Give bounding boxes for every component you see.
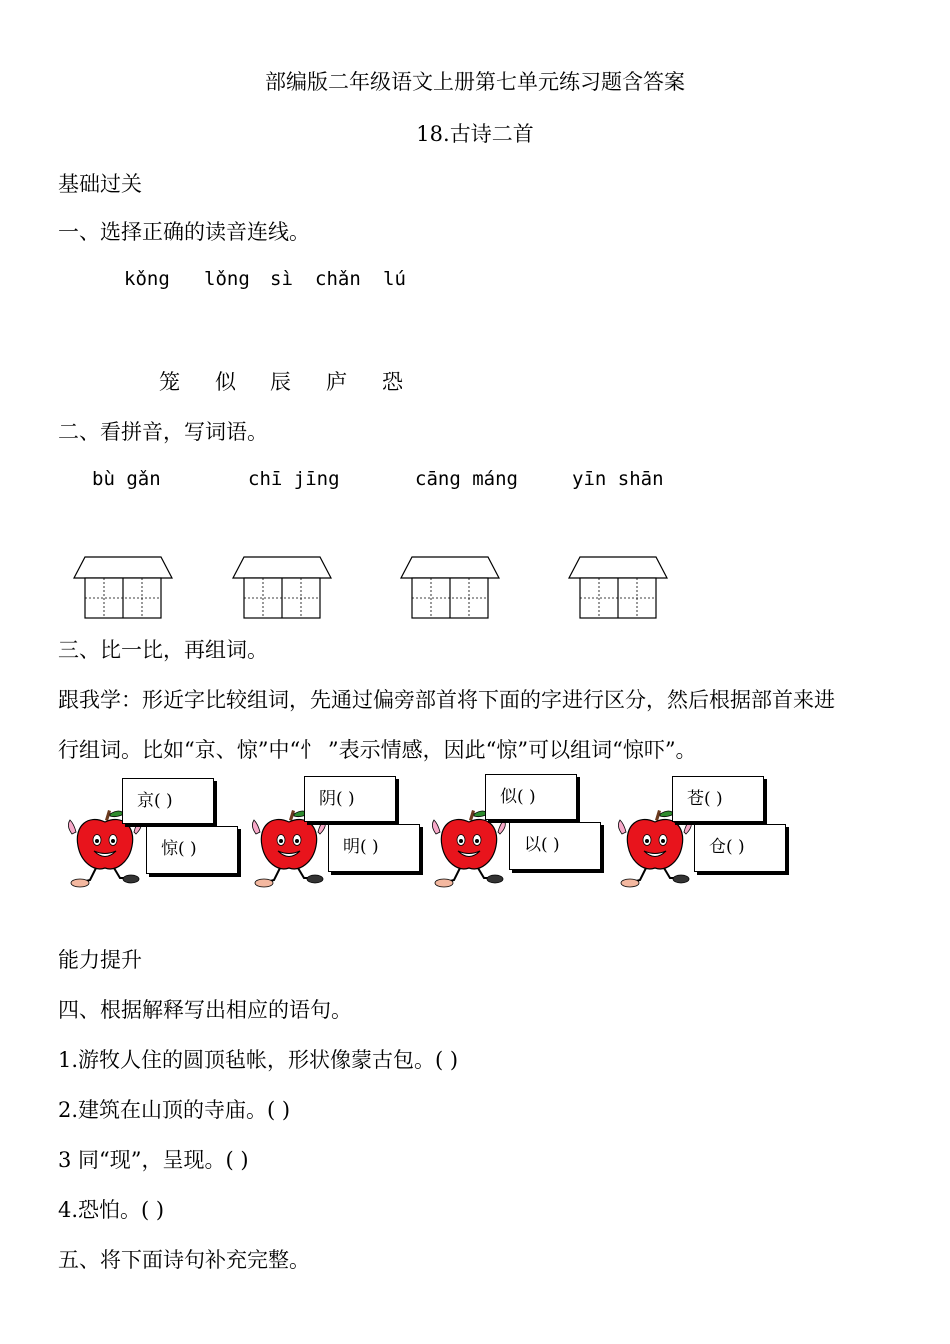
q4-item-3: 3 同“现”，呈现。( ) [58, 1148, 249, 1172]
section-ability-heading: 能力提升 [58, 948, 142, 972]
q3-instruction-line-2: 行组词。比如“京、惊”中“忄 ”表示情感，因此“惊”可以组词“惊吓”。 [58, 738, 697, 762]
lesson-title: 18.古诗二首 [416, 122, 534, 146]
q3-pair-1-top-box[interactable]: 京( ) [122, 778, 214, 824]
q4-item-4: 4.恐怕。( ) [58, 1198, 165, 1222]
q1-char-2: 辰 [270, 370, 291, 394]
section-basic-heading: 基础过关 [58, 172, 142, 196]
q3-pair-4-bottom-box[interactable]: 仓( ) [694, 824, 786, 872]
question-2-heading: 二、看拼音，写词语。 [58, 420, 268, 444]
q2-pinyin-3: yīn shān [572, 468, 664, 490]
q3-pair-3-top-box[interactable]: 似( ) [485, 774, 577, 820]
page-title: 部编版二年级语文上册第七单元练习题含答案 [265, 70, 685, 94]
writing-grid-3[interactable] [400, 556, 500, 620]
q4-item-1: 1.游牧人住的圆顶毡帐，形状像蒙古包。( ) [58, 1048, 459, 1072]
q3-pair-3-bottom-box[interactable]: 以( ) [509, 822, 601, 870]
question-1-heading: 一、选择正确的读音连线。 [58, 220, 310, 244]
q1-pinyin-1: lǒng [204, 268, 250, 290]
q2-pinyin-1: chī jīng [248, 468, 340, 490]
q1-pinyin-2: sì [270, 268, 293, 290]
q1-pinyin-3: chǎn [315, 268, 361, 290]
q3-instruction-line-1: 跟我学：形近字比较组词，先通过偏旁部首将下面的字进行区分，然后根据部首来进 [58, 688, 835, 712]
q2-pinyin-0: bù gǎn [92, 468, 161, 490]
q1-pinyin-4: lú [383, 268, 406, 290]
writing-grid-2[interactable] [232, 556, 332, 620]
q1-char-3: 庐 [326, 370, 347, 394]
q1-char-4: 恐 [382, 370, 403, 394]
writing-grid-1[interactable] [73, 556, 173, 620]
q1-char-0: 笼 [159, 370, 180, 394]
q3-pair-4-top-box[interactable]: 苍( ) [672, 776, 764, 822]
question-4-heading: 四、根据解释写出相应的语句。 [58, 998, 352, 1022]
q3-pair-2-bottom-box[interactable]: 明( ) [328, 824, 420, 872]
q1-pinyin-0: kǒng [124, 268, 170, 290]
question-3-heading: 三、比一比，再组词。 [58, 638, 268, 662]
q3-pair-2-top-box[interactable]: 阴( ) [304, 776, 396, 822]
q4-item-2: 2.建筑在山顶的寺庙。( ) [58, 1098, 291, 1122]
question-5-heading: 五、将下面诗句补充完整。 [58, 1248, 310, 1272]
q2-pinyin-2: cāng máng [415, 468, 518, 490]
q3-pair-1-bottom-box[interactable]: 惊( ) [146, 826, 238, 874]
writing-grid-4[interactable] [568, 556, 668, 620]
q1-char-1: 似 [215, 370, 236, 394]
